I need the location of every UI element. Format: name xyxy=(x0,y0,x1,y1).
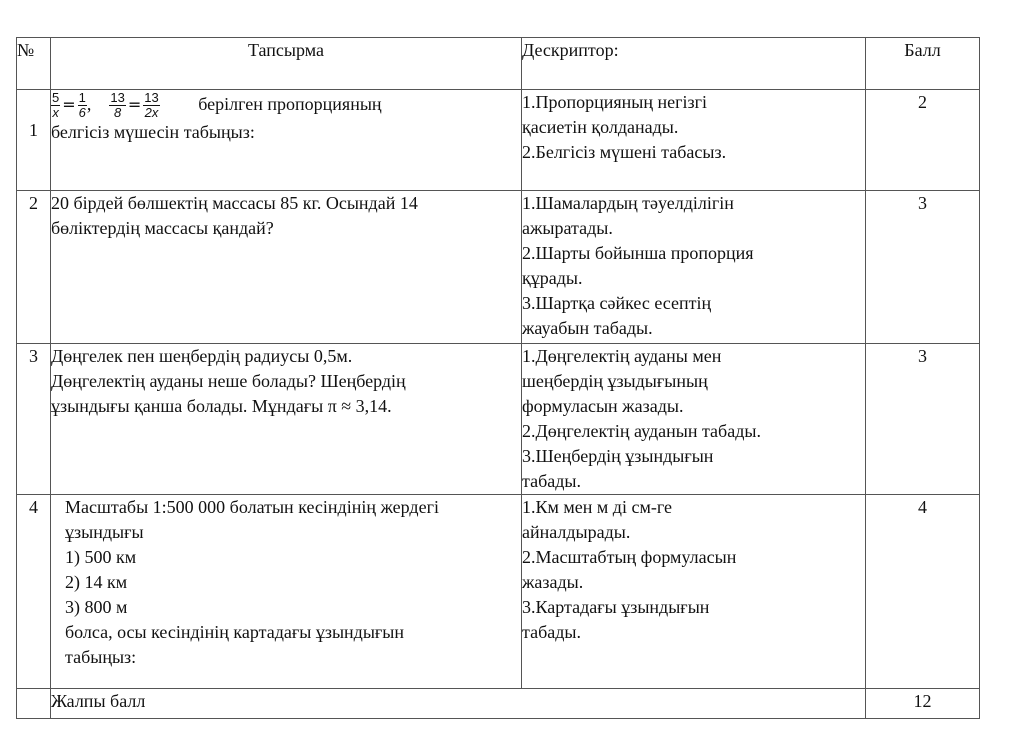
row-number: 3 xyxy=(17,344,51,495)
descriptor-line: 2.Дөңгелектің ауданын табады. xyxy=(522,421,761,441)
descriptor-line: 3.Картадағы ұзындығын xyxy=(522,597,710,617)
descriptor-line: 2.Белгісіз мүшені табасыз. xyxy=(522,142,727,162)
header-descriptor: Дескриптор: xyxy=(522,38,866,90)
descriptor-line: 3.Шеңбердің ұзындығын xyxy=(522,446,714,466)
task-cell-4 xyxy=(51,495,522,689)
task-text: ұзындығы xyxy=(65,522,144,542)
total-row xyxy=(17,689,980,719)
task-text: белгісіз мүшесін табыңыз: xyxy=(51,122,255,143)
header-task: Тапсырма xyxy=(51,38,522,90)
task-text: 20 бірдей бөлшектің массасы 85 кг. Осындай 14 xyxy=(51,193,418,213)
score-cell: 4 xyxy=(866,495,980,689)
assessment-table xyxy=(16,37,980,719)
descriptor-line: табады. xyxy=(522,471,581,491)
descriptor-line: табады. xyxy=(522,622,581,642)
list-item: 3) 800 м xyxy=(65,597,128,617)
fraction: $\frac{13}{8}$ xyxy=(110,90,125,121)
task-cell-3 xyxy=(51,344,522,495)
fraction: $\frac{5}{x}$ xyxy=(52,90,60,121)
descriptor-line: 1.Км мен м ді см-ге xyxy=(522,497,672,517)
total-empty-cell xyxy=(17,689,51,719)
task-cell-1 xyxy=(51,90,522,191)
task-text: Дөңгелек пен шеңбердің радиусы 0,5м. xyxy=(51,346,353,366)
table-row-1 xyxy=(17,90,980,191)
descriptor-line: айналдырады. xyxy=(522,522,631,542)
descriptor-line: ажыратады. xyxy=(522,218,613,238)
header-row xyxy=(17,38,980,90)
descriptor-line: шеңбердің ұзыдығының xyxy=(522,371,708,391)
task-text: берілген пропорцияның xyxy=(198,94,382,114)
descriptor-cell-1 xyxy=(522,90,866,191)
task-text: ұзындығы қанша болады. Мұндағы π ≈ 3,14. xyxy=(51,396,392,416)
score-cell: 3 xyxy=(866,191,980,344)
descriptor-line: қасиетін қолданады. xyxy=(522,117,679,137)
list-item: 2) 14 км xyxy=(65,572,128,592)
descriptor-cell-2 xyxy=(522,191,866,344)
options-list xyxy=(65,545,521,620)
task-cell-2 xyxy=(51,191,522,344)
header-num: № xyxy=(17,38,51,90)
total-value: 12 xyxy=(866,689,980,719)
score-cell: 3 xyxy=(866,344,980,495)
list-item: 1) 500 км xyxy=(65,547,137,567)
descriptor-line: 1.Пропорцияның негізгі xyxy=(522,92,708,112)
total-label: Жалпы балл xyxy=(51,689,866,719)
header-score: Балл xyxy=(866,38,980,90)
task-text: бөліктердің массасы қандай? xyxy=(51,218,274,238)
table-row-3 xyxy=(17,344,980,495)
descriptor-line: жазады. xyxy=(522,572,584,592)
fraction: $\frac{13}{2x}$ xyxy=(144,90,159,121)
row-number: 1 xyxy=(17,90,51,191)
task-text: Масштабы 1:500 000 болатын кесіндінің жердегі xyxy=(65,497,439,517)
descriptor-cell-4 xyxy=(522,495,866,689)
fraction: $\frac{1}{6}$ xyxy=(78,90,86,121)
descriptor-line: 2.Шарты бойынша пропорция xyxy=(522,243,754,263)
descriptor-line: жауабын табады. xyxy=(522,318,653,338)
descriptor-line: 2.Масштабтың формуласын xyxy=(522,547,737,567)
task-text: болса, осы кесіндінің картадағы ұзындығын xyxy=(65,622,405,642)
descriptor-line: 1.Дөңгелектің ауданы мен xyxy=(522,346,722,366)
task-text: Дөңгелектің ауданы неше болады? Шеңбердің xyxy=(51,371,406,391)
score-cell: 2 xyxy=(866,90,980,191)
table-row-4 xyxy=(17,495,980,689)
task-text: табыңыз: xyxy=(65,647,137,667)
descriptor-cell-3 xyxy=(522,344,866,495)
table-row-2 xyxy=(17,191,980,344)
descriptor-line: 1.Шамалардың тәуелділігін xyxy=(522,193,734,213)
row-number: 4 xyxy=(17,495,51,689)
proportion-equations: $\frac{5}{x}$ = $\frac{1}{6}$ , $\frac{13}{8}$ = $\frac{13}{2x}$ берілген пропорцияның xyxy=(52,90,382,121)
descriptor-line: формуласын жазады. xyxy=(522,396,684,416)
row-number: 2 xyxy=(17,191,51,344)
descriptor-line: құрады. xyxy=(522,268,583,288)
descriptor-line: 3.Шартқа сәйкес есептің xyxy=(522,293,712,313)
